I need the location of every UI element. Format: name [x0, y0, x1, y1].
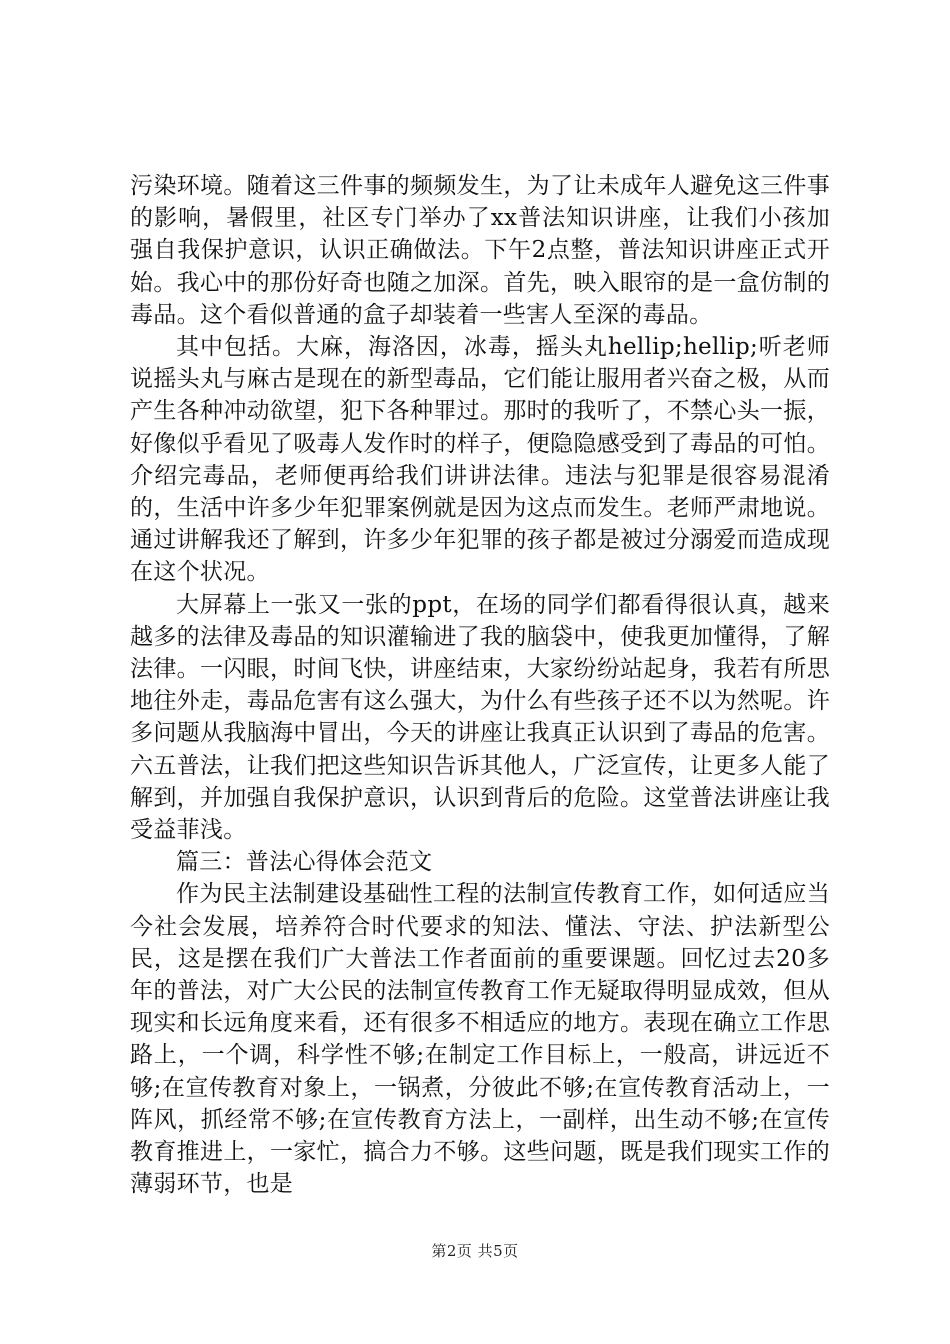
paragraph-4: 作为民主法制建设基础性工程的法制宣传教育工作，如何适应当今社会发展，培养符合时代要求的知法、懂法、守法、护法新型公民，这是摆在我们广大普法工作者面前的重要课题。回忆过去20多年的普法，对广大公民的法制宣传教育工作无疑取得明显成效，但从现实和长远角度来看，还有很多不相适应的地方。表现在确立工作思路上，一个调，科学性不够;在制定工作目标上，一般高，讲远近不够;在宣传教育对象上，一锅煮，分彼此不够;在宣传教育活动上，一阵风，抓经常不够;在宣传教育方法上，一副样，出生动不够;在宣传教育推进上，一家忙，搞合力不够。这些问题，既是我们现实工作的薄弱环节，也是 — [130, 881, 830, 1198]
page-number-footer: 第2页 共5页 — [431, 1242, 519, 1260]
paragraph-2: 其中包括。大麻，海洛因，冰毒，摇头丸hellip;hellip;听老师说摇头丸与麻古是现在的新型毒品，它们能让服用者兴奋之极，从而产生各种冲动欲望，犯下各种罪过。那时的我听了，不禁心头一振，好像似乎看见了吸毒人发作时的样子，便隐隐感受到了毒品的可怕。介绍完毒品，老师便再给我们讲讲法律。违法与犯罪是很容易混淆的，生活中许多少年犯罪案例就是因为这点而发生。老师严肃地说。通过讲解我还了解到，许多少年犯罪的孩子都是被过分溺爱而造成现在这个状况。 — [130, 334, 830, 586]
section-heading: 篇三：普法心得体会范文 — [176, 849, 433, 876]
document-body — [130, 170, 830, 1201]
paragraph-3: 大屏幕上一张又一张的ppt，在场的同学们都看得很认真，越来越多的法律及毒品的知识灌输进了我的脑袋中，使我更加懂得，了解法律。一闪眼，时间飞快，讲座结束，大家纷纷站起身，我若有所思地往外走，毒品危害有这么强大，为什么有些孩子还不以为然呢。许多问题从我脑海中冒出，今天的讲座让我真正认识到了毒品的危害。六五普法，让我们把这些知识告诉其他人，广泛宣传，让更多人能了解到，并加强自我保护意识，认识到背后的危险。这堂普法讲座让我受益菲浅。 — [130, 591, 830, 844]
paragraph-1: 污染环境。随着这三件事的频频发生，为了让未成年人避免这三件事的影响，暑假里，社区专门举办了xx普法知识讲座，让我们小孩加强自我保护意识，认识正确做法。下午2点整，普法知识讲座正式开始。我心中的那份好奇也随之加深。首先，映入眼帘的是一盒仿制的毒品。这个看似普通的盒子却装着一些害人至深的毒品。 — [130, 173, 830, 328]
